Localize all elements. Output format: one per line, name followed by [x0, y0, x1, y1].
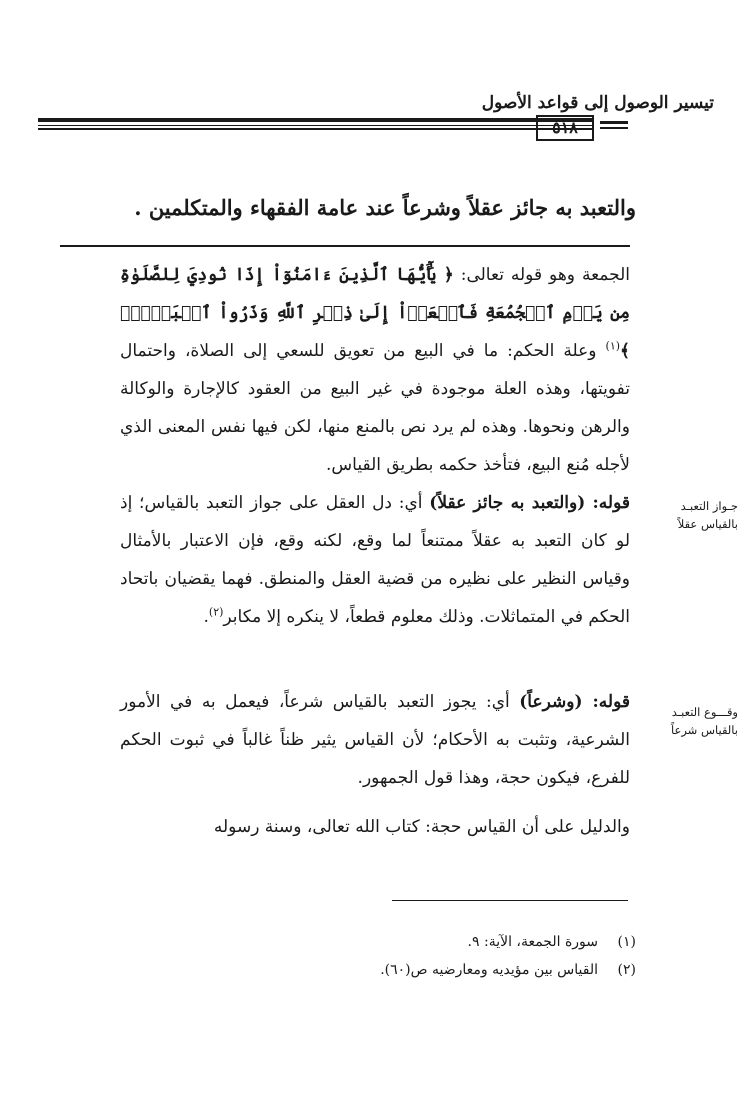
paragraph-text: أي: دل العقل على جواز التعبد بالقياس؛ إذ لو كان التعبد به عقلاً ممتنعاً لما وقع، لكنه وقع، فإن الاعتبار بالأمثال وقياس النظير على نظيره من قضية العقل والمنطق. فهما يقضيان باتحاد الحكم في المتماثلات. وذلك معلوم قطعاً، لا ينكره إلا مكابر — [120, 493, 630, 627]
footnote-text: القياس بين مؤيديه ومعارضيه ص(٦٠). — [380, 962, 598, 978]
footnote-text: سورة الجمعة، الآية: ٩. — [467, 934, 598, 950]
paragraph-1 — [120, 256, 630, 484]
matn-text: والتعبد به جائز عقلاً وشرعاً عند عامة الفقهاء والمتكلمين . — [134, 195, 636, 220]
paragraph-text: وعلة الحكم: ما في البيع من تعويق للسعي إلى الصلاة، واحتمال تفويتها، وهذه العلة موجودة في غير البيع من العقود كالإجارة والوكالة والرهن ونحوها. وهذه لم يرد نص بالمنع منها، لكن فيها نفس المعنى الذي لأجله مُنع البيع، فتأخذ حكمه بطريق القياس. — [120, 341, 630, 475]
commentary-lead: قوله: (والتعبد به جائز عقلاً) — [429, 493, 630, 513]
paragraph-2 — [120, 484, 630, 636]
quran-verse: ﴿ يَٰٓأَيُّهَا ٱلَّذِينَ ءَامَنُوٓاْ إِذَا نُودِيَ لِلصَّلَوٰةِ مِن يَوۡمِ ٱلۡجُمُعَةِ فَٱسۡعَوۡاْ إِلَىٰ ذِكۡرِ ٱللَّهِ وَذَرُواْ ٱلۡبَيۡعَۚ ﴾ — [120, 265, 630, 361]
footnote-2 — [116, 956, 636, 984]
page-number: ٥١٨ — [536, 115, 594, 141]
footnote-1 — [116, 928, 636, 956]
footnote-number: (٢) — [617, 962, 636, 978]
margin-note-1: جـواز التعبـد بالقياس عقلاً — [677, 499, 738, 531]
margin-note-2: وقـــوع التعبـد بالقياس شرعاً — [670, 705, 738, 737]
footnote-ref-1: (١) — [605, 339, 621, 353]
footnote-ref-2: (٢) — [208, 605, 224, 619]
header-rule-stub — [600, 121, 628, 129]
footnote-number: (١) — [617, 934, 636, 950]
paragraph-4 — [120, 808, 630, 846]
footnotes — [116, 928, 636, 984]
paragraph-end: . — [203, 607, 209, 627]
commentary-lead: قوله: (وشرعاً) — [519, 692, 631, 712]
running-header-title: تيسير الوصول إلى قواعد الأصول — [481, 93, 714, 113]
header-rule — [38, 118, 594, 126]
paragraph-3 — [120, 683, 630, 797]
matn-separator — [60, 245, 630, 247]
footnote-separator — [392, 900, 628, 901]
paragraph-text: الجمعة وهو قوله تعالى: — [453, 265, 630, 285]
header-rule-thin — [38, 128, 594, 132]
paragraph-text: أي: يجوز التعبد بالقياس شرعاً، فيعمل به في الأمور الشرعية، وتثبت به الأحكام؛ لأن القياس يثير ظناً غالباً في ثبوت الحكم للفرع، فيكون حجة، وهذا قول الجمهور. — [120, 692, 630, 788]
paragraph-text: والدليل على أن القياس حجة: كتاب الله تعالى، وسنة رسوله — [213, 817, 630, 837]
